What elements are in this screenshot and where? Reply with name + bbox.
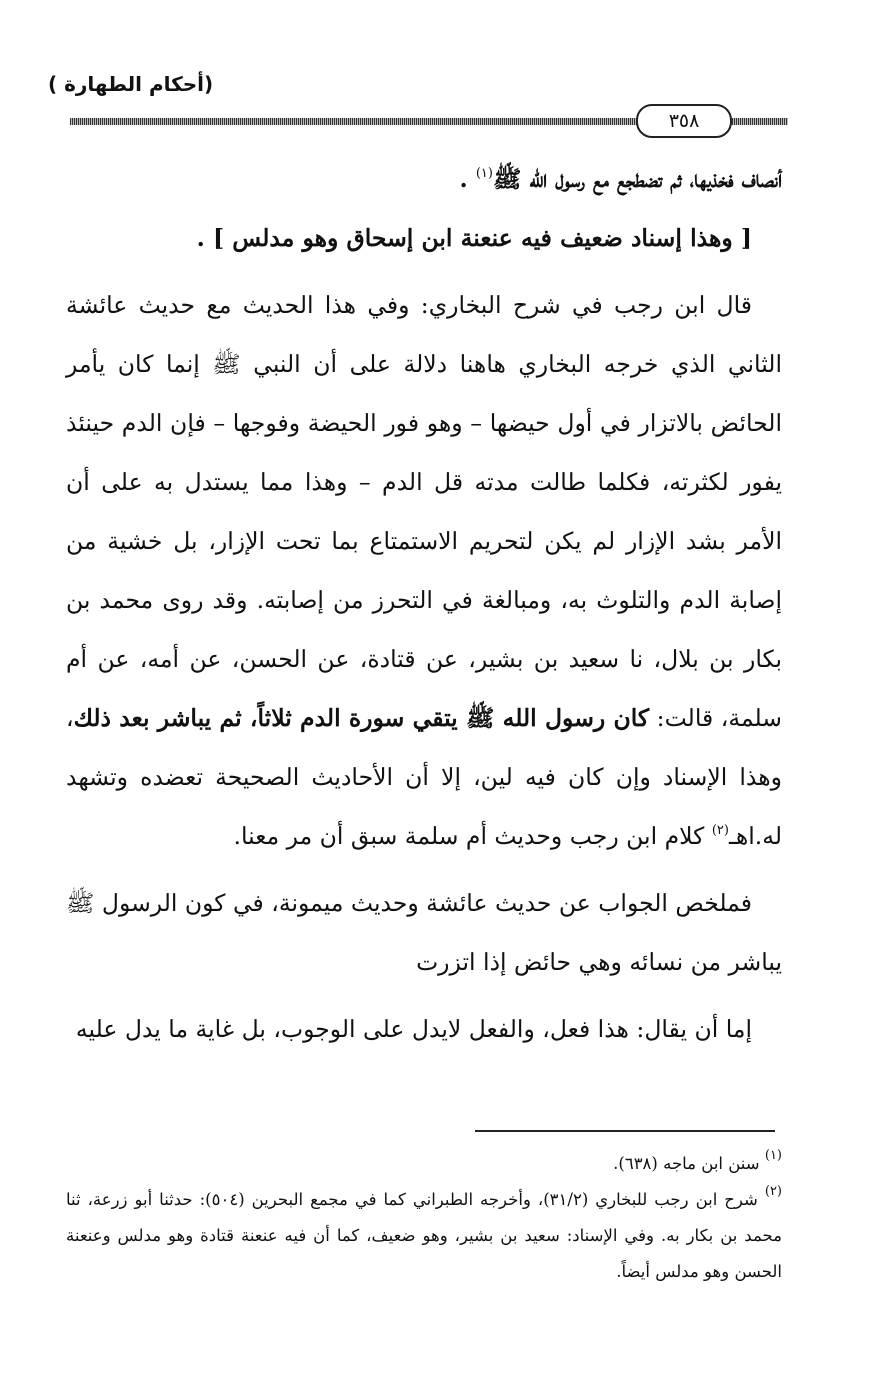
line-quote-end: [66, 150, 782, 209]
line1-text: أنصاف فخذيها، ثم تضطجع مع رسول الله ﷺ: [492, 165, 782, 193]
footnote-ref-2: (٢): [711, 823, 729, 838]
para3-part-c: كلام ابن رجب وحديث أم سلمة سبق أن مر معنا.: [233, 822, 712, 850]
footnotes: [66, 1146, 782, 1290]
line1-end: .: [459, 165, 468, 193]
footnote-2-mark: (٢): [764, 1184, 782, 1199]
footnote-1: [66, 1146, 782, 1182]
footnote-ref-1: (١): [475, 166, 493, 181]
para3-part-b: ، وهذا الإسناد وإن كان فيه لين، إلا أن الأحاديث الصحيحة تعضده وتشهد له.اهـ: [66, 704, 782, 850]
page-number: ٣٥٨: [636, 104, 732, 138]
para3-hadith-quote: كان رسول الله ﷺ يتقي سورة الدم ثلاثاً، ثم يباشر بعد ذلك: [73, 704, 650, 732]
footnote-1-text: سنن ابن ماجه (٦٣٨).: [613, 1154, 760, 1173]
para3-part-a: قال ابن رجب في شرح البخاري: وفي هذا الحديث مع حديث عائشة الثاني الذي خرجه البخاري هاهنا دلالة على أن النبي ﷺ إنما كان يأمر الحائض بالاتزار في أول حيضها – وهو فور الحيضة وفوجها – فإن الدم حينئذ يفور لكثرته، فكلما طالت مدته قل الدم – وهذا مما يستدل به على أن الأمر بشد الإزار لم يكن لتحريم الاستمتاع بما تحت الإزار، بل خشية من إصابة الدم والتلوث به، ومبالغة في التحرز من إصابته. وقد روى محمد بن بكار بن بلال، نا سعيد بن بشير، عن قتادة، عن الحسن، عن أمه، عن أم سلمة، قالت:: [66, 291, 782, 732]
footnote-2-text: شرح ابن رجب للبخاري (٣١/٢)، وأخرجه الطبراني كما في مجمع البحرين (٥٠٤): حدثنا أبو زرعة، ثنا محمد بن بكار به. وفي الإسناد: سعيد بن بشير، وهو ضعيف، كما أن فيه عنعنة قتادة وهو مدلس وعنعنة الحسن وهو مدلس أيضاً.: [66, 1190, 782, 1281]
main-text: [66, 150, 782, 1059]
footnote-1-mark: (١): [764, 1148, 782, 1163]
paragraph-ibn-rajab: [66, 276, 782, 866]
isnad-grading: [ وهذا إسناد ضعيف فيه عنعنة ابن إسحاق وهو مدلس ] .: [196, 224, 752, 252]
footnote-divider: [475, 1130, 775, 1132]
running-title: (أحكام الطهارة ): [48, 72, 214, 96]
footnote-2: [66, 1182, 782, 1290]
paragraph-answer: إما أن يقال: هذا فعل، والفعل لايدل على الوجوب، بل غاية ما يدل عليه: [75, 1015, 752, 1043]
paragraph-summary: فملخص الجواب عن حديث عائشة وحديث ميمونة، في كون الرسول ﷺ يباشر من نسائه وهي حائض إذا اتزرت: [66, 889, 782, 976]
